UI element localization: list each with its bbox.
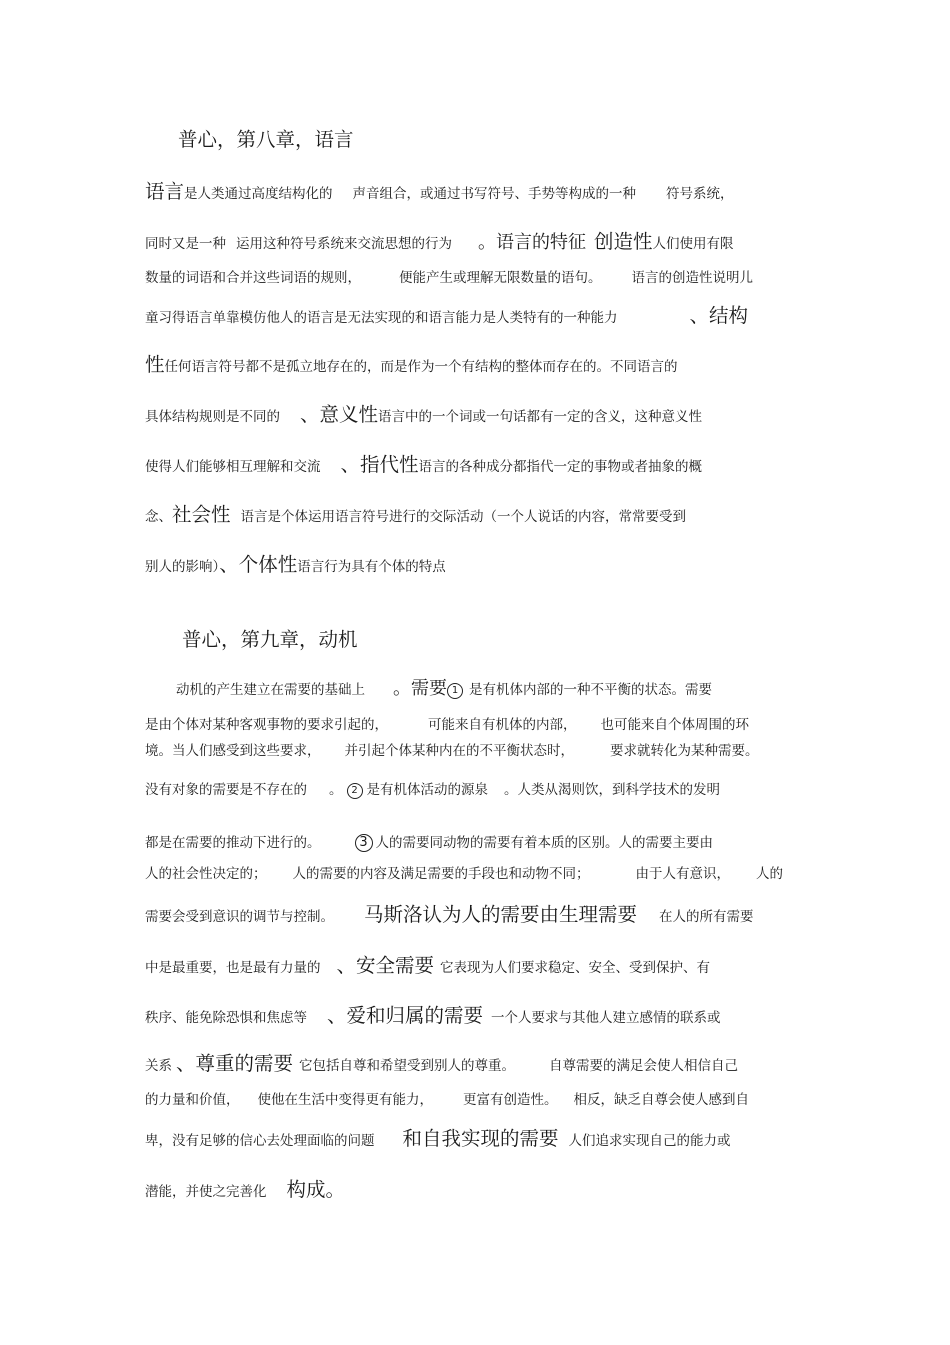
text: 便能产生或理解无限数量的语句。 [399, 270, 602, 286]
text: 中是最重要，也是最有力量的 [145, 960, 321, 976]
ch8-line-1 [145, 182, 734, 202]
text: 并引起个体某种内在的不平衡状态时， [344, 743, 574, 759]
text: 。人类从渴则饮，到科学技术的发明 [504, 782, 720, 798]
circled-number-1: 1 [447, 683, 463, 699]
text: 更富有创造性。 [463, 1092, 558, 1108]
text: 人们追求实现自己的能力或 [568, 1133, 731, 1149]
ch9-line-5 [145, 834, 713, 852]
text: ， [720, 186, 734, 202]
ch9-line-10 [145, 1054, 738, 1074]
text: 人的社会性决定的； [145, 866, 267, 882]
term-language: 语言 [145, 180, 185, 203]
text: 都是在需要的推动下进行的。 [145, 835, 321, 851]
term-social: 社会性 [172, 503, 231, 526]
text: 关系 [145, 1058, 172, 1074]
text: 具体结构规则是不同的 [145, 409, 280, 425]
chapter9-title: 普心，第九章，动机 [182, 628, 358, 651]
text: 语言的创造性说明儿 [631, 270, 753, 286]
circled-number-3: 3 [355, 834, 373, 852]
ch9-line-8 [145, 956, 710, 976]
maslow-love-belonging: 、爱和归属的需要 [327, 1004, 484, 1027]
term-structure: 、结构 [689, 304, 749, 327]
maslow-esteem: 、尊重的需要 [176, 1052, 294, 1075]
text: 相反，缺乏自尊会使人感到自 [573, 1092, 749, 1108]
text: 是人类通过高度结构化的 [184, 186, 333, 202]
ch8-line-3 [145, 272, 753, 286]
term-reference: 、指代性 [340, 453, 419, 476]
ch8-line-8 [145, 505, 686, 525]
text: 它表现为人们要求稳定、安全、受到保护、有 [440, 960, 711, 976]
text: 语言是个体运用语言符号进行的交际活动（一个人说话的内容，常常要受到 [240, 509, 687, 525]
ch8-line-6 [145, 405, 702, 425]
text: 人的需要的内容及满足需要的手段也和动物不同； [292, 866, 590, 882]
ch9-line-3 [145, 745, 759, 759]
text: 使得人们能够相互理解和交流 [145, 459, 321, 475]
maslow-safety: 、安全需要 [336, 954, 435, 977]
text: 是有机体活动的源泉 [366, 782, 488, 798]
ch9-line-7 [145, 905, 754, 925]
ch9-line-13 [145, 1180, 345, 1200]
text: 由于人有意识， [635, 866, 730, 882]
text: 声音组合 [352, 186, 407, 202]
maslow-physiological: 马斯洛认为人的需要由生理需要 [364, 903, 638, 926]
ch8-line-9 [145, 555, 446, 575]
text: ，或通过书写符号、手势等构成的一种 [406, 186, 637, 202]
text: 一个人要求与其他人建立感情的联系或 [491, 1010, 721, 1026]
term-need: 。需要 [393, 678, 447, 699]
text: 也可能来自个体周围的环 [600, 717, 749, 733]
text: 自尊需要的满足会使人相信自己 [549, 1058, 739, 1074]
text: 在人的所有需要 [659, 909, 754, 925]
ch8-line-4 [145, 306, 748, 326]
text: 秩序、能免除恐惧和焦虑等 [145, 1010, 307, 1026]
text: 没有对象的需要是不存在的 [145, 782, 307, 798]
text: 语言中的一个词或一句话都有一定的含义，这种意义性 [378, 409, 703, 425]
text: 是由个体对某种客观事物的要求引起的， [145, 717, 388, 733]
ch9-line-9 [145, 1006, 721, 1026]
text: 符号系统 [666, 186, 721, 202]
term-individual: 、个体性 [219, 553, 298, 576]
text: 可能来自有机体的内部， [428, 717, 577, 733]
text: 数量的词语和合并这些词语的规则， [145, 270, 361, 286]
text: 性 [145, 353, 165, 376]
circled-number-2: 2 [347, 783, 363, 799]
text: 人们使用有限 [652, 236, 734, 252]
text: 语言的各种成分都指代一定的事物或者抽象的概 [418, 459, 703, 475]
ch9-line-12 [145, 1129, 731, 1149]
chapter8-title: 普心，第八章，语言 [178, 128, 354, 151]
text: 境。当人们感受到这些要求， [145, 743, 321, 759]
text: 运用这种符号系统来交流思想的行为 [236, 236, 452, 252]
text: 它包括自尊和希望受到别人的尊重。 [299, 1058, 516, 1074]
text: 动机的产生建立在需要的基础上 [176, 682, 365, 698]
text: 需要会受到意识的调节与控制。 [145, 909, 334, 925]
term-creativity: 创造性 [594, 230, 653, 253]
maslow-self-actualization: 和自我实现的需要 [402, 1127, 559, 1150]
text: 卑，没有足够的信心去处理面临的问题 [145, 1133, 375, 1149]
text: 的力量和价值， [145, 1092, 240, 1108]
text: 语言行为具有个体的特点 [297, 559, 446, 575]
text: 童习得语言单靠模仿他人的语言是无法实现的和语言能力是人类特有的一种能力 [145, 310, 618, 326]
ch8-line-2 [145, 232, 734, 252]
text: 要求就转化为某种需要。 [610, 743, 759, 759]
ch9-line-4 [145, 783, 720, 799]
term-meaning: 、意义性 [300, 403, 379, 426]
text: 使他在生活中变得更有能力， [257, 1092, 433, 1108]
ch9-line-11 [145, 1094, 749, 1108]
text: 念、 [145, 509, 172, 525]
text: 。语言的特征 [478, 232, 586, 253]
ch8-line-7 [145, 455, 702, 475]
text: 别人的影响） [145, 559, 220, 575]
conclusion-text: 构成。 [286, 1178, 346, 1201]
text: 。 [329, 782, 343, 798]
text: 人的 [756, 866, 783, 882]
ch8-line-5 [145, 355, 678, 375]
ch9-line-2 [145, 719, 749, 733]
text: 同时又是一种 [145, 236, 226, 252]
text: 人的需要同动物的需要有着本质的区别。人的需要主要由 [375, 835, 713, 851]
text: 任何语言符号都不是孤立地存在的，而是作为一个有结构的整体而存在的。不同语言的 [164, 359, 678, 375]
text: 是有机体内部的一种不平衡的状态。需要 [469, 682, 712, 698]
text: 潜能，并使之完善化 [145, 1184, 267, 1200]
ch9-line-1 [176, 680, 712, 699]
ch9-line-6 [145, 868, 783, 882]
